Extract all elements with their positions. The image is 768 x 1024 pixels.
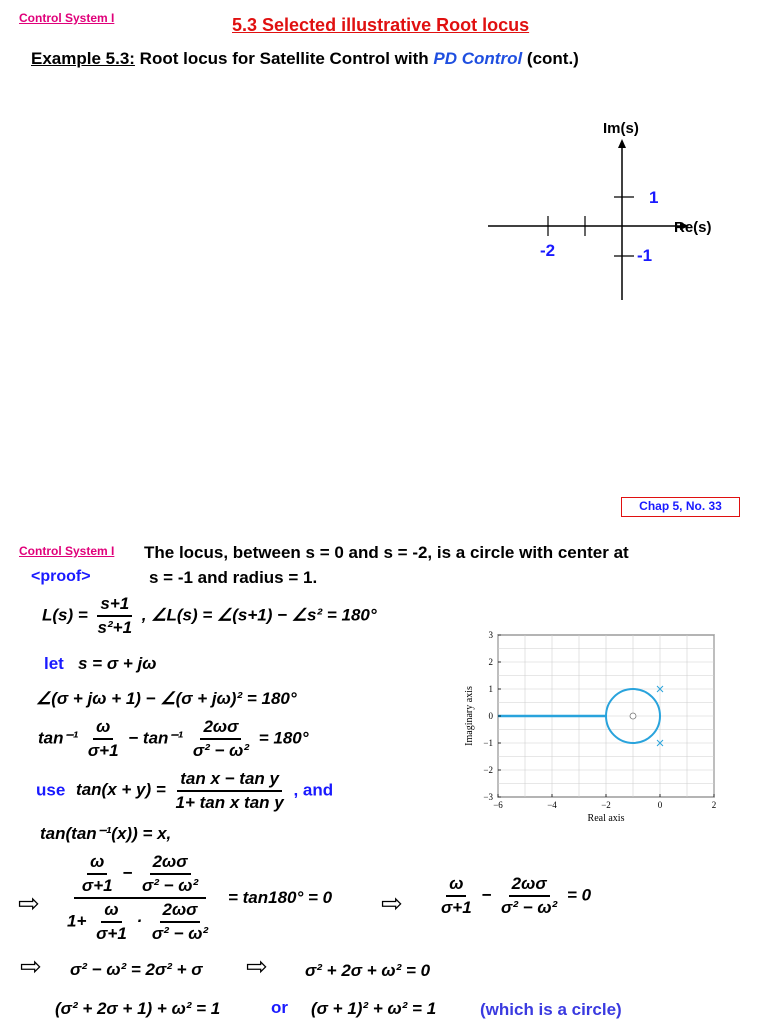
circle-note: (which is a circle) bbox=[480, 1000, 622, 1019]
s-plane-diagram bbox=[480, 110, 740, 310]
and-label: , and bbox=[293, 780, 334, 800]
intro-line-1: The locus, between s = 0 and s = -2, is a circle with center at bbox=[144, 543, 629, 562]
y-tick-label: 2 bbox=[488, 657, 493, 667]
rhs-den-b: σ² − ω² bbox=[501, 898, 558, 917]
cd-frac-b bbox=[149, 900, 211, 944]
sigma-line-2: σ² + 2σ + ω² = 0 bbox=[305, 961, 431, 980]
rhs-frac-a bbox=[438, 874, 475, 918]
implies-arrow-3: ⇨ bbox=[20, 951, 42, 981]
example-prefix: Example 5.3: bbox=[31, 49, 135, 68]
implies-arrow-4: ⇨ bbox=[246, 951, 268, 981]
rhs-fraction-eq: $\frac{\omega}{\sigma+1}$ − $\frac{2\omega\sigma}{\text{σ² − ω²}}$ = 0 bbox=[436, 874, 591, 918]
final-lhs: (σ² + 2σ + 1) + ω² = 1 bbox=[55, 999, 221, 1018]
implies-arrow-2: ⇨ bbox=[381, 888, 403, 918]
x-tick-label: −6 bbox=[493, 800, 503, 810]
example-em: PD Control bbox=[433, 49, 523, 68]
eq-L-angle: , ∠L(s) = ∠(s+1) − ∠s² = 180° bbox=[141, 605, 377, 625]
compound-frac bbox=[64, 852, 216, 944]
tan-den-2: σ² − ω² bbox=[192, 741, 249, 760]
tan-a: tan⁻¹ bbox=[38, 728, 79, 748]
re-label: Re(s) bbox=[674, 219, 712, 236]
cn-frac-a bbox=[79, 852, 116, 896]
example-heading bbox=[31, 49, 579, 69]
tan-den-1: σ+1 bbox=[87, 741, 119, 760]
cd-den-b: σ² − ω² bbox=[151, 924, 209, 943]
compound-rhs: = tan180° = 0 bbox=[228, 888, 333, 907]
tan-frac-1 bbox=[85, 717, 122, 761]
course-label-2: Control System I bbox=[19, 544, 115, 558]
cn-den-b: σ² − ω² bbox=[141, 876, 199, 895]
course-label: Control System I bbox=[19, 11, 115, 25]
example-suffix: (cont.) bbox=[522, 49, 579, 68]
implies-arrow-1: ⇨ bbox=[18, 888, 40, 918]
y-tick-label: 3 bbox=[488, 630, 493, 640]
tick-label-neg1: -1 bbox=[637, 246, 653, 265]
cd-frac-a bbox=[93, 900, 130, 944]
cn-num-a: ω bbox=[87, 852, 107, 875]
compound-num: $\frac{\omega}{\sigma+1}$ − $\frac{2\omega\sigma}{\text{σ² − ω²}}$ bbox=[74, 852, 206, 899]
x-tick-label: 0 bbox=[657, 800, 663, 810]
tan-equation bbox=[38, 717, 309, 761]
tan-num-2: 2ωσ bbox=[200, 717, 241, 740]
slide-title: 5.3 Selected illustrative Root locus bbox=[232, 15, 530, 35]
x-axis-label: Real axis bbox=[587, 813, 625, 824]
cn-num-b: 2ωσ bbox=[150, 852, 191, 875]
imag-axis-arrow bbox=[618, 139, 626, 148]
tan-mid: − tan⁻¹ bbox=[128, 728, 184, 748]
cd-num-b: 2ωσ bbox=[160, 900, 201, 923]
y-tick-label: −1 bbox=[483, 738, 493, 748]
x-tick-label: −4 bbox=[547, 800, 557, 810]
y-tick-label: −2 bbox=[483, 765, 493, 775]
angle-equation: ∠(σ + jω + 1) − ∠(σ + jω)² = 180° bbox=[36, 689, 297, 708]
y-tick-label: 1 bbox=[488, 684, 493, 694]
cn-den-a: σ+1 bbox=[81, 876, 113, 895]
cn-frac-b bbox=[139, 852, 201, 896]
tick-label-neg2: -2 bbox=[540, 241, 556, 260]
rhs-frac-b bbox=[498, 874, 560, 918]
cd-num-a: ω bbox=[101, 900, 121, 923]
use-frac bbox=[173, 769, 287, 813]
compound-den: 1+ $\frac{\omega}{\sigma+1}$ · $\frac{2\omega\sigma}{\text{σ² − ω²}}$ bbox=[64, 899, 216, 944]
cd-den-a: σ+1 bbox=[96, 924, 127, 943]
use-num: tan x − tan y bbox=[177, 769, 282, 792]
compound-fraction bbox=[62, 852, 218, 944]
tick-label-pos1: 1 bbox=[649, 188, 659, 207]
chapter-badge: Chap 5, No. 33 bbox=[621, 497, 740, 517]
tan-num-1: ω bbox=[93, 717, 113, 740]
root-locus-plot bbox=[455, 625, 735, 830]
zero-marker bbox=[630, 713, 636, 719]
use-identity bbox=[36, 769, 333, 813]
eq-L-den: s²+1 bbox=[97, 618, 133, 637]
tan-inverse-identity: tan(tan⁻¹(x)) = x, bbox=[40, 824, 172, 843]
proof-label: <proof> bbox=[31, 568, 91, 585]
let-label: let bbox=[44, 654, 64, 673]
tan-frac-2 bbox=[190, 717, 252, 761]
x-tick-label: −2 bbox=[601, 800, 611, 810]
rhs-num-b: 2ωσ bbox=[509, 874, 550, 897]
final-rhs: (σ + 1)² + ω² = 1 bbox=[311, 999, 437, 1018]
eq-L-num: s+1 bbox=[97, 594, 132, 617]
or-label: or bbox=[271, 998, 288, 1017]
sigma-line-1: σ² − ω² = 2σ² + σ bbox=[70, 960, 203, 979]
eq-loop-transfer bbox=[42, 594, 377, 638]
eq-L-frac bbox=[95, 594, 136, 638]
tan-eq: = 180° bbox=[258, 728, 309, 748]
y-axis-label: Imaginary axis bbox=[464, 686, 475, 746]
rhs-frac-eq: = 0 bbox=[566, 885, 592, 905]
example-text: Root locus for Satellite Control with bbox=[134, 49, 434, 68]
intro-line-2: s = -1 and radius = 1. bbox=[149, 568, 318, 587]
use-lhs: tan(x + y) = bbox=[76, 780, 166, 800]
x-tick-label: 2 bbox=[711, 800, 717, 810]
let-expr: s = σ + jω bbox=[78, 654, 157, 673]
y-tick-label: 0 bbox=[488, 711, 493, 721]
rhs-den-a: σ+1 bbox=[441, 898, 472, 917]
im-label: Im(s) bbox=[603, 120, 639, 137]
y-tick-label: −3 bbox=[483, 792, 493, 802]
use-den: 1+ tan x tan y bbox=[175, 793, 284, 812]
eq-L-lhs: L(s) = bbox=[42, 605, 88, 625]
cd-one: 1+ bbox=[67, 911, 87, 931]
rhs-num-a: ω bbox=[446, 874, 466, 897]
use-label: use bbox=[36, 780, 66, 800]
